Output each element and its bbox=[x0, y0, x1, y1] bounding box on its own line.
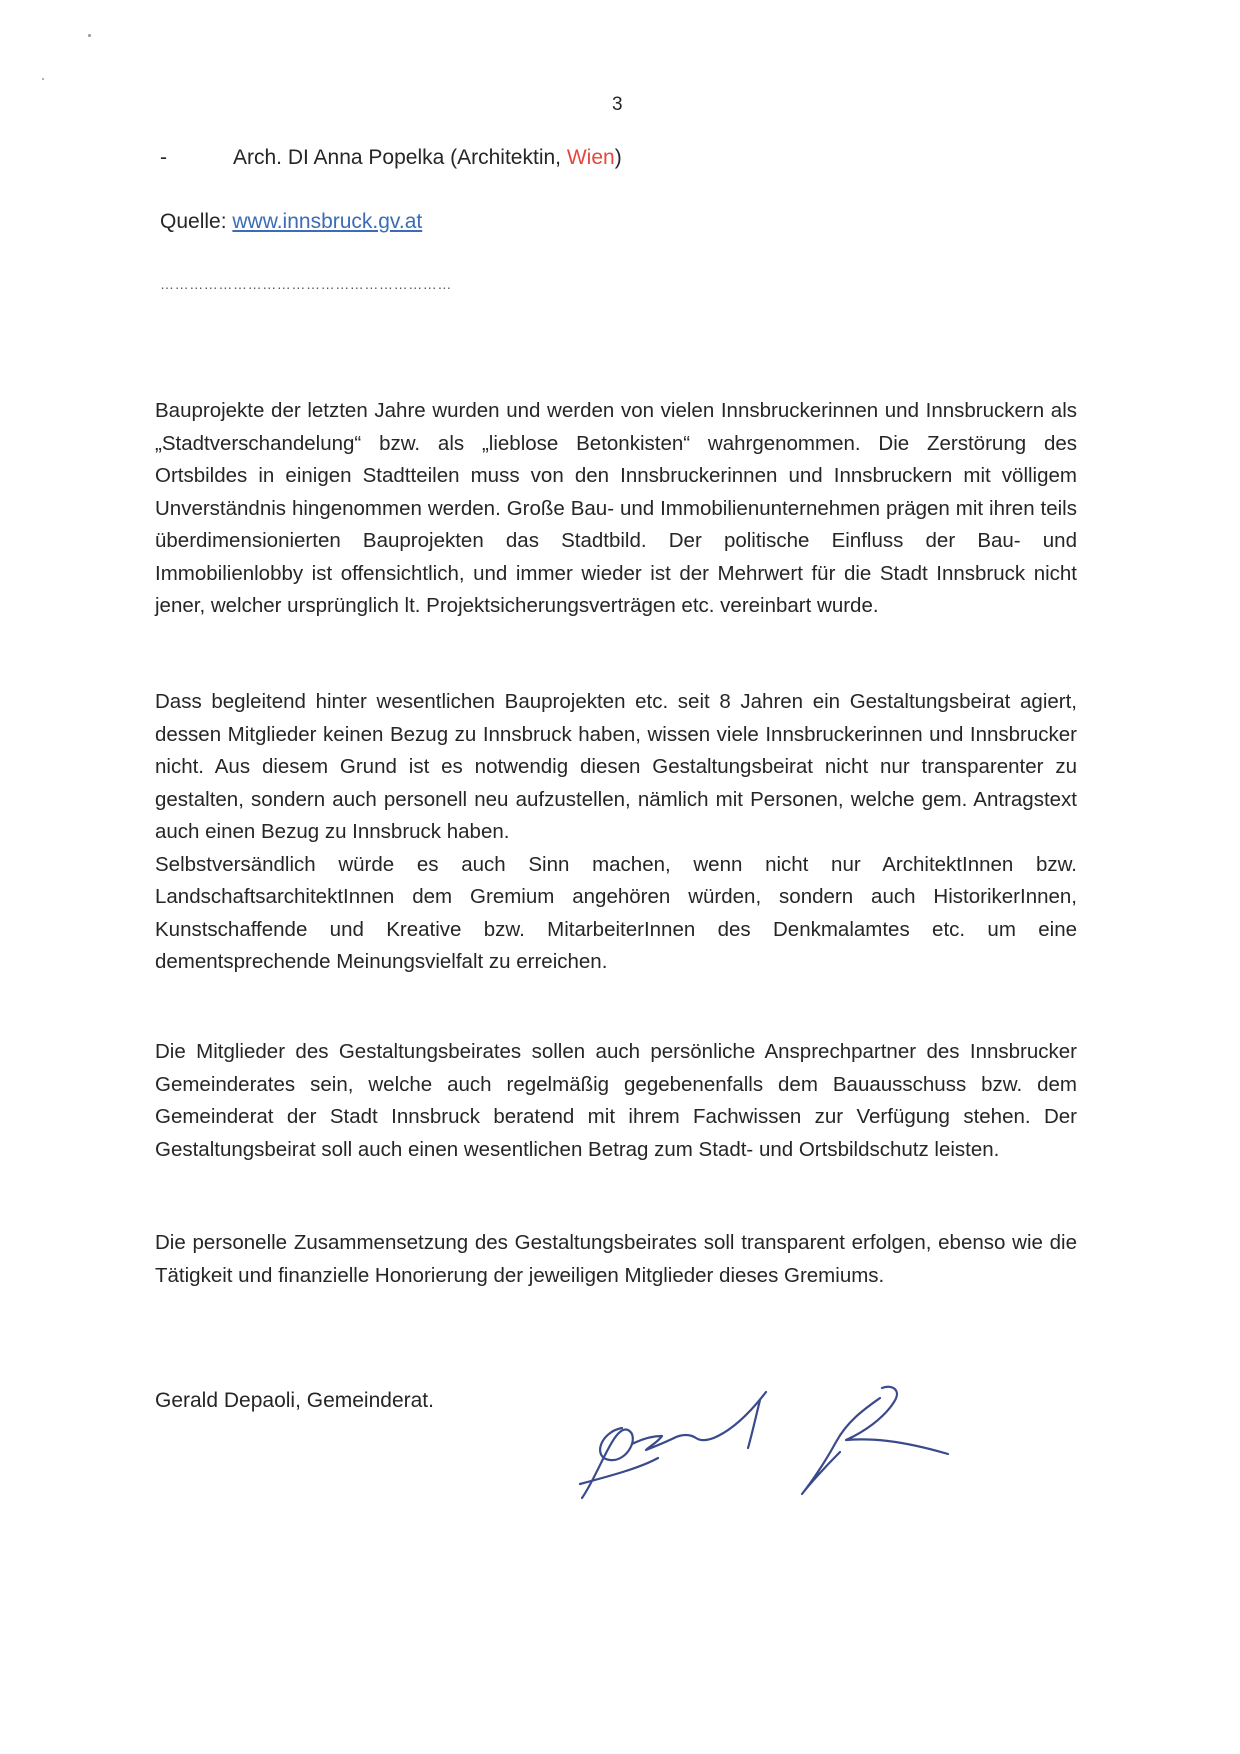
list-bullet: - bbox=[160, 146, 167, 169]
source-line bbox=[160, 210, 422, 234]
paragraph: Bauprojekte der letzten Jahre wurden und werden von vielen Innsbruckerinnen und Innsbruckern als „Stadtverschandelung“ bzw. als „lieblose Betonkisten“ wahrgenommen. Die Zerstörung des Ortsbildes in einigen Stadtteilen muss von den Innsbruckerinnen und Innsbruckern mit völligem Unverständnis hingenommen werden. Große Bau- und Immobilienunternehmen prägen mit ihren teils überdimensionierten Bauprojekten das Stadtbild. Der politische Einfluss der Bau- und Immobilienlobby ist offensichtlich, und immer wieder ist der Mehrwert für die Stadt Innsbruck nicht jener, welcher ursprünglich lt. Projektsicherungsverträgen etc. vereinbart wurde. bbox=[155, 399, 1077, 617]
signature-name: Gerald Depaoli, Gemeinderat. bbox=[155, 1389, 434, 1412]
paragraph: Die personelle Zusammensetzung des Gestaltungsbeirates soll transparent erfolgen, ebenso wie die Tätigkeit und finanzielle Honorierung der jeweiligen Mitglieder dieses Gremiums. bbox=[155, 1231, 1077, 1287]
dotted-separator: …………………………………………………… bbox=[160, 276, 452, 292]
scan-speck bbox=[42, 78, 44, 80]
paragraph: Dass begleitend hinter wesentlichen Bauprojekten etc. seit 8 Jahren ein Gestaltungsbeirat agiert, dessen Mitglieder keinen Bezug zu Innsbruck haben, wissen viele Innsbruckerinnen und Innsbrucker nicht. Aus diesem Grund ist es notwendig diesen Gestaltungsbeirat nicht nur transparenter zu gestalten, sondern auch personell neu aufzustellen, nämlich mit Personen, welche gem. Antragstext auch einen Bezug zu Innsbruck haben. Selbstversändlich würde es auch Sinn machen, wenn nicht nur ArchitektInnen bzw. LandschaftsarchitektInnen dem Gremium angehören würden, sondern auch HistorikerInnen, Kunstschaffende und Kreative bzw. MitarbeiterInnen des Denkmalamtes etc. um eine dementsprechende Meinungsvielfalt zu erreichen. bbox=[155, 690, 1077, 973]
list-entry bbox=[160, 146, 1060, 170]
list-entry-text: Arch. DI Anna Popelka (Architektin, bbox=[233, 146, 567, 169]
list-entry-text-end: ) bbox=[614, 146, 622, 169]
scan-speck bbox=[88, 34, 91, 37]
page-number: 3 bbox=[612, 94, 623, 115]
source-link[interactable]: www.innsbruck.gv.at bbox=[232, 210, 423, 233]
signature-icon bbox=[570, 1380, 970, 1500]
list-entry-highlight: Wien bbox=[566, 146, 615, 169]
source-label: Quelle: bbox=[160, 210, 233, 233]
paragraph: Die Mitglieder des Gestaltungsbeirates sollen auch persönliche Ansprechpartner des Innsbrucker Gemeinderates sein, welche auch regelmäßig gegebenenfalls dem Bauausschuss bzw. dem Gemeinderat der Stadt Innsbruck beratend mit ihrem Fachwissen zur Verfügung stehen. Der Gestaltungsbeirat soll auch einen wesentlichen Betrag zum Stadt- und Ortsbildschutz leisten. bbox=[155, 1040, 1077, 1161]
